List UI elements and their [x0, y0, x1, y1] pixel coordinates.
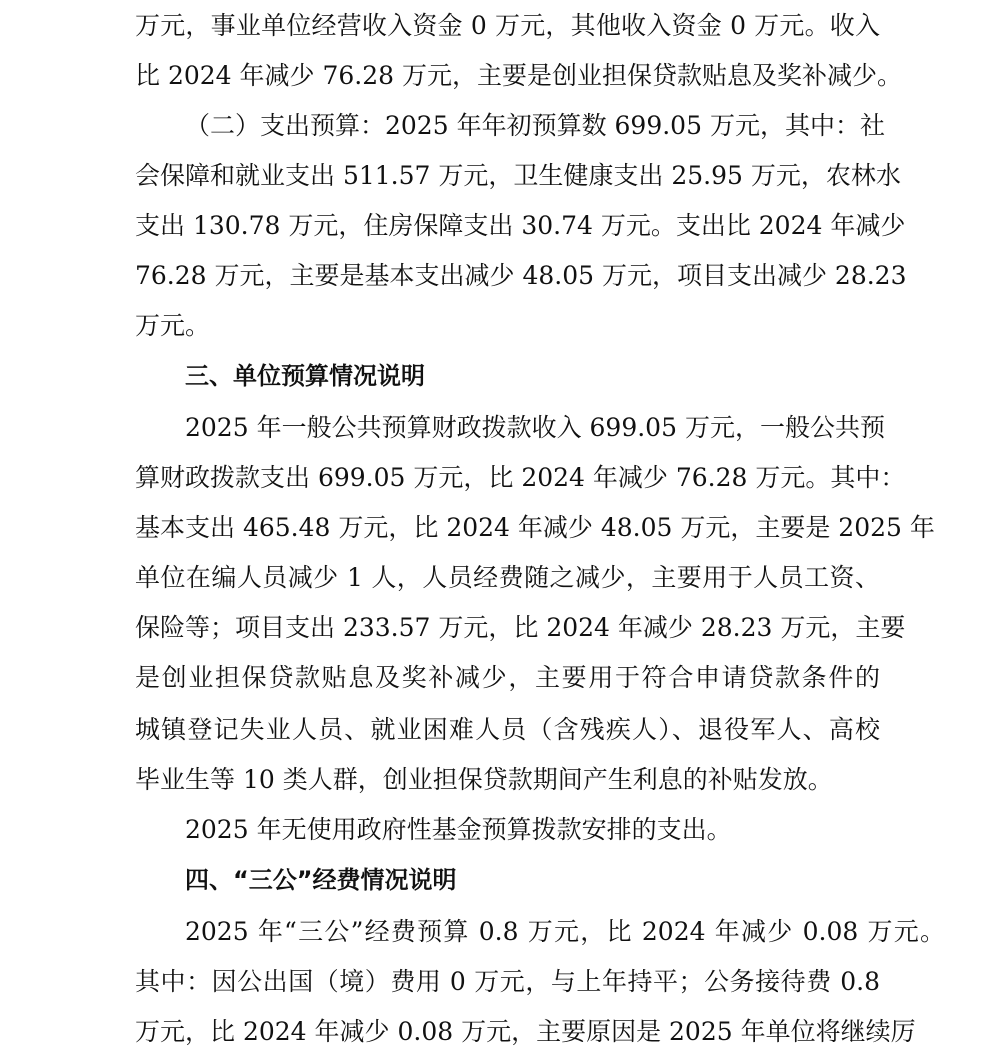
text-line: 是创业担保贷款贴息及奖补减少，主要用于符合申请贷款条件的 — [135, 663, 880, 692]
text-line: 2025 年“三公”经费预算 0.8 万元，比 2024 年减少 0.08 万元。 — [185, 917, 945, 946]
text-line: 2025 年一般公共预算财政拨款收入 699.05 万元，一般公共预 — [185, 413, 885, 442]
text-line: 76.28 万元，主要是基本支出减少 48.05 万元，项目支出减少 28.23 — [135, 261, 907, 290]
text-line: 其中：因公出国（境）费用 0 万元，与上年持平；公务接待费 0.8 — [135, 967, 880, 996]
text-line: 城镇登记失业人员、就业困难人员（含残疾人）、退役军人、高校 — [135, 715, 880, 744]
text-line: 2025 年无使用政府性基金预算拨款安排的支出。 — [185, 815, 732, 844]
text-line: 算财政拨款支出 699.05 万元，比 2024 年减少 76.28 万元。其中： — [135, 463, 906, 492]
text-line: 基本支出 465.48 万元，比 2024 年减少 48.05 万元，主要是 2025 年 — [135, 513, 935, 542]
text-line: 万元，比 2024 年减少 0.08 万元，主要原因是 2025 年单位将继续厉 — [135, 1017, 916, 1046]
text-line: 保险等；项目支出 233.57 万元，比 2024 年减少 28.23 万元，主要 — [135, 613, 906, 642]
text-line: 万元，事业单位经营收入资金 0 万元，其他收入资金 0 万元。收入 — [135, 11, 880, 40]
text-line: 会保障和就业支出 511.57 万元，卫生健康支出 25.95 万元，农林水 — [135, 161, 901, 190]
text-line: 支出 130.78 万元，住房保障支出 30.74 万元。支出比 2024 年减少 — [135, 211, 906, 240]
text-line: （二）支出预算：2025 年年初预算数 699.05 万元，其中：社 — [185, 111, 885, 140]
text-line: 比 2024 年减少 76.28 万元，主要是创业担保贷款贴息及奖补减少。 — [135, 61, 902, 90]
section-heading: 四、“三公”经费情况说明 — [185, 866, 457, 894]
section-heading: 三、单位预算情况说明 — [185, 362, 425, 390]
text-line: 万元。 — [135, 311, 211, 340]
text-line: 毕业生等 10 类人群，创业担保贷款期间产生利息的补贴发放。 — [135, 765, 833, 794]
text-line: 单位在编人员减少 1 人，人员经费随之减少，主要用于人员工资、 — [135, 563, 880, 592]
